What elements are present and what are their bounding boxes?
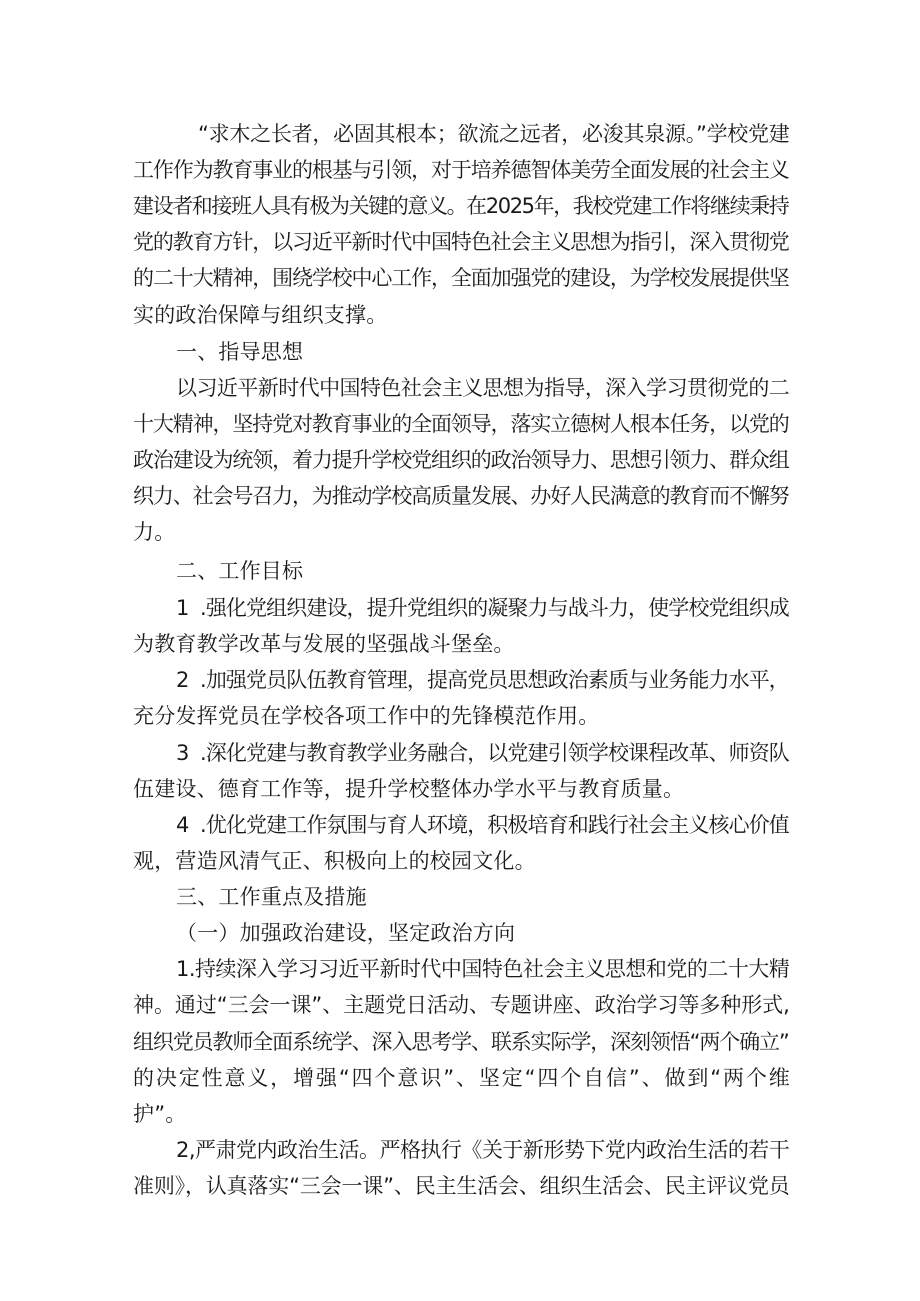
text-line: 建设者和接班人具有极为关键的意义。在2025年，我校党建工作将继续秉持 — [133, 194, 789, 218]
text-line: 党的教育方针，以习近平新时代中国特色社会主义思想为指引，深入贯彻党 — [133, 230, 789, 254]
text-line: 1.持续深入学习习近平新时代中国特色社会主义思想和党的二十大精 — [176, 957, 790, 981]
text-line: 力。 — [133, 520, 176, 544]
text-line: 织力、社会号召力，为推动学校高质量发展、办好人民满意的教育而不懈努 — [133, 484, 789, 508]
text-line: 的二十大精神，围绕学校中心工作，全面加强党的建设，为学校发展提供坚 — [133, 266, 789, 290]
text-line: 组织党员教师全面系统学、深入思考学、联系实际学，深刻领悟“两个确立” — [133, 1030, 789, 1054]
text-line: 充分发挥党员在学校各项工作中的先锋模范作用。 — [133, 704, 600, 728]
section-heading: 一、指导思想 — [176, 340, 304, 364]
text-line: 准则》，认真落实“三会一课”、民主生活会、组织生活会、民主评议党员 — [133, 1174, 790, 1198]
text-line: 的决定性意义，增强“四个意识”、坚定“四个自信”、做到“两个维 — [133, 1066, 792, 1090]
text-line: 4 .优化党建工作氛围与育人环境，积极培育和践行社会主义核心价值 — [176, 813, 789, 837]
text-line: 2 .加强党员队伍教育管理，提高党员思想政治素质与业务能力水平， — [176, 668, 789, 692]
text-line: “求木之长者，必固其根本；欲流之远者，必浚其泉源。”学校党建 — [198, 122, 790, 146]
text-line: 神。通过“三会一课”、主题党日活动、专题讲座、政治学习等多种形式, — [133, 993, 790, 1017]
text-line: 观，营造风清气正、积极向上的校园文化。 — [133, 849, 536, 873]
text-line: 工作作为教育事业的根基与引领，对于培养德智体美劳全面发展的社会主义 — [133, 158, 789, 182]
text-line: 3 .深化党建与教育教学业务融合，以党建引领学校课程改革、师资队 — [176, 741, 789, 765]
section-heading: 三、工作重点及措施 — [176, 885, 367, 909]
section-heading: 二、工作目标 — [176, 559, 304, 583]
text-line: 以习近平新时代中国特色社会主义思想为指导，深入学习贯彻党的二 — [176, 376, 790, 400]
subsection-heading: （一）加强政治建设，坚定政治方向 — [176, 921, 516, 945]
text-line: 伍建设、德育工作等，提升学校整体办学水平与教育质量。 — [133, 777, 685, 801]
text-line: 十大精神，坚持党对教育事业的全面领导，落实立德树人根本任务，以党的 — [133, 412, 789, 436]
text-line: 实的政治保障与组织支撑。 — [133, 303, 388, 327]
text-line: 2,严肃党内政治生活。严格执行《关于新形势下党内政治生活的若干 — [176, 1138, 790, 1162]
text-line: 政治建设为统领，着力提升学校党组织的政治领导力、思想引领力、群众组 — [133, 448, 789, 472]
text-line: 1 .强化党组织建设，提升党组织的凝聚力与战斗力，使学校党组织成 — [176, 596, 789, 620]
text-line: 为教育教学改革与发展的坚强战斗堡垒。 — [133, 632, 515, 656]
text-line: 护”。 — [133, 1102, 187, 1126]
